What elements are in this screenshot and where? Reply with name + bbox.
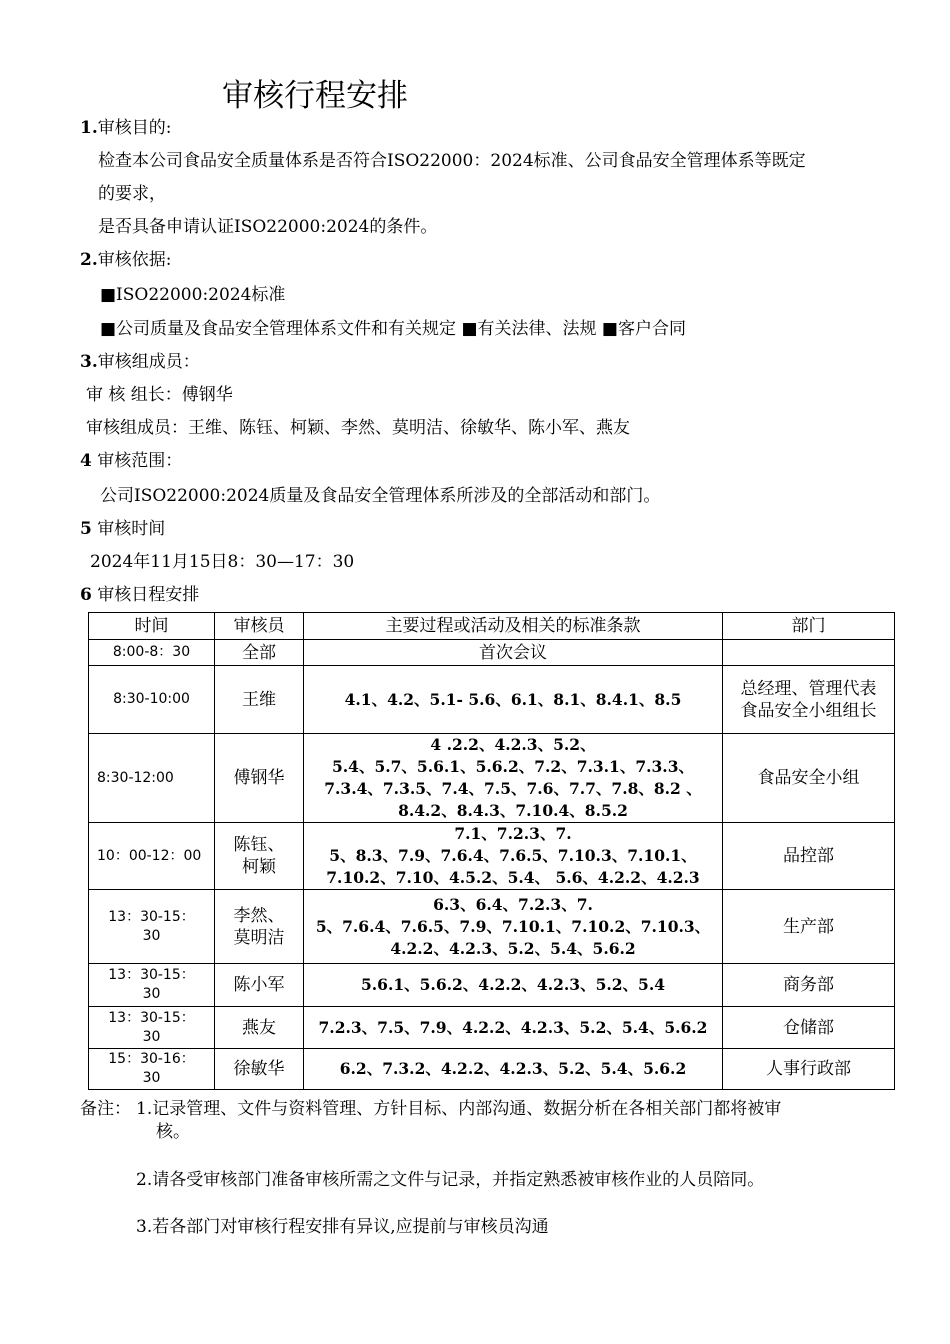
row-clauses: 4.1、4.2、5.1- 5.6、6.1、8.1、8.4.1、8.5 (304, 666, 723, 734)
section-5-title: 审核时间 (97, 519, 166, 539)
row-clauses: 6.3、6.4、7.2.3、7. 5、7.6.4、7.6.5、7.9、7.10.1、7.10.2、7.10.3、4.2.2、4.2.3、5.2、5.4、5.6.2 (304, 890, 723, 964)
section-6-title: 审核日程安排 (97, 585, 200, 605)
notes-label: 备注： (80, 1099, 131, 1119)
row-time: 13：30-15：30 (89, 890, 215, 964)
row-department: 品控部 (723, 823, 895, 890)
note-3: 3.若各部门对审核行程安排有异议,应提前与审核员沟通 (136, 1217, 549, 1237)
page-title: 审核行程安排 (222, 78, 408, 114)
team-members: 审核组成员：王维、陈钰、柯颖、李然、莫明洁、徐敏华、陈小军、燕友 (86, 418, 630, 438)
row-department: 人事行政部 (723, 1049, 895, 1090)
section-4-number: 4 (80, 451, 92, 471)
section-5-heading (80, 514, 165, 539)
header-auditor: 审核员 (215, 613, 304, 640)
row-auditor: 徐敏华 (215, 1049, 304, 1090)
table-header-row (89, 613, 895, 640)
row-clauses: 5.6.1、5.6.2、4.2.2、4.2.3、5.2、5.4 (304, 964, 723, 1007)
header-time: 时间 (89, 613, 215, 640)
section-6-number: 6 (80, 585, 92, 605)
row-clauses: 7.1、7.2.3、7. 5、8.3、7.9、7.6.4、7.6.5、7.10.3、7.10.1、7.10.2、7.10、4.5.2、5.4、 5.6、4.2.2、4.2.3 (304, 823, 723, 890)
table-row (89, 823, 895, 890)
row-time: 8:30-10:00 (89, 666, 215, 734)
table-row (89, 964, 895, 1007)
section-1-line-3: 是否具备申请认证ISO22000:2024的条件。 (98, 217, 438, 237)
section-3-number: 3. (80, 352, 98, 372)
section-4-heading (80, 446, 182, 471)
row-time: 8:00-8：30 (89, 640, 215, 666)
table-row (89, 666, 895, 734)
section-2-heading (80, 245, 171, 270)
note-1-continued: 核。 (156, 1122, 190, 1142)
row-auditor: 王维 (215, 666, 304, 734)
section-2-number: 2. (80, 250, 98, 270)
section-1-number: 1. (80, 118, 98, 138)
basis-item-2: ■公司质量及食品安全管理体系文件和有关规定 ■有关法律、法规 ■客户合同 (100, 319, 686, 339)
section-2-title: 审核依据: (97, 250, 172, 270)
note-2: 2.请各受审核部门准备审核所需之文件与记录，并指定熟悉被审核作业的人员陪同。 (136, 1170, 765, 1190)
row-clauses: 4 .2.2、4.2.3、5.2、 5.4、5.7、5.6.1、5.6.2、7.2、7.3.1、7.3.3、7.3.4、7.3.5、7.4、7.5、7.6、7.7、7.8、8.2 、8.4.2、8.4.3、7.10.4、8.5.2 (304, 734, 723, 823)
row-department (723, 640, 895, 666)
section-1-title: 审核目的: (97, 118, 172, 138)
row-auditor: 李然、 莫明洁 (215, 890, 304, 964)
section-4-title: 审核范围： (97, 451, 183, 471)
row-time: 13：30-15：30 (89, 964, 215, 1007)
row-time: 13：30-15：30 (89, 1007, 215, 1049)
note-1: 1.记录管理、文件与资料管理、方针目标、内部沟通、数据分析在各相关部门都将被审 (136, 1099, 782, 1119)
row-auditor: 傅钢华 (215, 734, 304, 823)
row-time: 15：30-16：30 (89, 1049, 215, 1090)
row-time: 8:30-12:00 (89, 734, 215, 823)
header-clauses: 主要过程或活动及相关的标准条款 (304, 613, 723, 640)
section-3-title: 审核组成员： (97, 352, 200, 372)
table-row (89, 734, 895, 823)
section-5-number: 5 (80, 519, 92, 539)
section-1-line-2: 的要求， (98, 184, 166, 204)
team-leader: 审 核 组长：傅钢华 (86, 385, 233, 405)
row-clauses: 首次会议 (304, 640, 723, 666)
section-3-heading (80, 347, 200, 372)
section-6-heading (80, 580, 199, 605)
schedule-table (88, 612, 895, 1090)
section-1-line-1: 检查本公司食品安全质量体系是否符合ISO22000：2024标准、公司食品安全管理体系等既定 (98, 151, 806, 171)
audit-scope: 公司ISO22000:2024质量及食品安全管理体系所涉及的全部活动和部门。 (100, 486, 661, 506)
row-department: 商务部 (723, 964, 895, 1007)
row-department: 总经理、管理代表 食品安全小组组长 (723, 666, 895, 734)
section-1-heading (80, 113, 171, 138)
basis-item-1: ■ISO22000:2024标准 (100, 285, 286, 305)
table-row (89, 1049, 895, 1090)
header-department: 部门 (723, 613, 895, 640)
row-auditor: 陈小军 (215, 964, 304, 1007)
row-time: 10：00-12：00 (89, 823, 215, 890)
row-auditor: 燕友 (215, 1007, 304, 1049)
table-row (89, 1007, 895, 1049)
row-clauses: 7.2.3、7.5、7.9、4.2.2、4.2.3、5.2、5.4、5.6.2 (304, 1007, 723, 1049)
table-row (89, 640, 895, 666)
row-department: 生产部 (723, 890, 895, 964)
table-row (89, 890, 895, 964)
row-auditor: 陈钰、 柯颖 (215, 823, 304, 890)
audit-time: 2024年11月15日8：30—17：30 (90, 552, 355, 572)
row-clauses: 6.2、7.3.2、4.2.2、4.2.3、5.2、5.4、5.6.2 (304, 1049, 723, 1090)
row-department: 食品安全小组 (723, 734, 895, 823)
row-department: 仓储部 (723, 1007, 895, 1049)
row-auditor: 全部 (215, 640, 304, 666)
